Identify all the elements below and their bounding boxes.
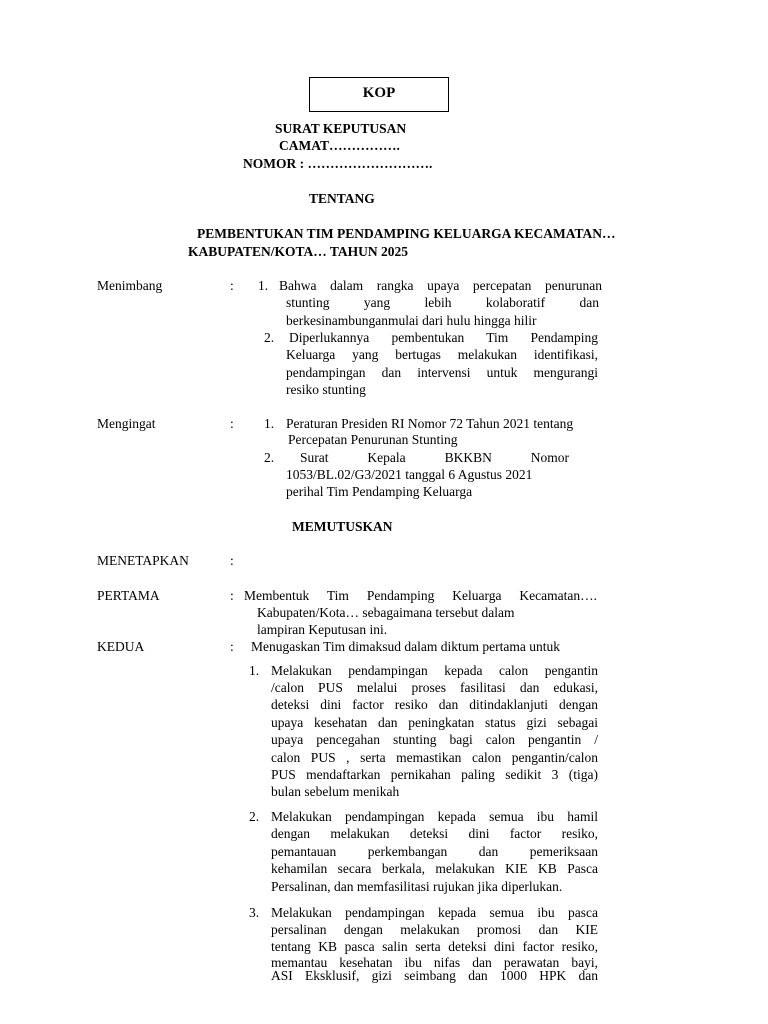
kedua-item2-line: kehamilan secara berkala, melakukan KIE KB Pasca [271,861,598,876]
kop-label: KOP [362,85,396,101]
kedua-item2-line: dengan melakukan deteksi dini factor resiko, [271,826,598,841]
kedua-item1-line: upaya pencegahan stunting bagi calon pengantin / [271,732,598,747]
menetapkan-colon: : [230,553,234,568]
kedua-item3-line: Melakukan pendampingan kepada semua ibu pasca [271,905,598,920]
kedua-intro: Menugaskan Tim dimaksud dalam diktum pertama untuk [251,639,560,654]
mengingat-item1-num: 1. [264,416,275,431]
menimbang-item1-line: berkesinambunganmulai dari hulu hingga hilir [286,313,537,328]
menimbang-item2-line: pendampingan dan intervensi untuk mengurangi [286,365,598,380]
menimbang-item1-line: Bahwa dalam rangka upaya percepatan penurunan [279,278,602,293]
kedua-colon: : [230,639,234,654]
mengingat-item2-num: 2. [264,450,275,465]
kedua-item3-line: ASI Eksklusif, gizi seimbang dan 1000 HPK dan [271,968,598,983]
menimbang-item1-num: 1. [258,278,269,293]
mengingat-item2-line: 1053/BL.02/G3/2021 tanggal 6 Agustus 2021 [286,467,533,482]
kedua-item3-line: persalinan dengan melakukan promosi dan KIE [271,922,598,937]
kedua-item1-line: bulan sebelum menikah [271,784,400,799]
subject-line-2: KABUPATEN/KOTA… TAHUN 2025 [188,244,409,259]
menimbang-item2-line: resiko stunting [286,382,366,397]
menimbang-item2-line: Diperlukannya pembentukan Tim Pendamping [289,330,598,345]
kedua-item1-num: 1. [249,663,260,678]
mengingat-colon: : [230,416,234,431]
kedua-item1-line: calon PUS , serta memastikan calon pengantin/calon [271,750,598,765]
pertama-label: PERTAMA [97,588,160,603]
nomor-line: NOMOR : ………………………. [243,156,433,171]
kedua-item2-line: Melakukan pendampingan kepada semua ibu hamil [271,809,598,824]
mengingat-item2-line: perihal Tim Pendamping Keluarga [286,484,473,499]
mengingat-item2-line: Surat Kepala BKKBN Nomor [300,450,569,465]
kedua-item2-num: 2. [249,809,260,824]
memutuskan-heading: MEMUTUSKAN [292,519,393,534]
mengingat-item1-line: Peraturan Presiden RI Nomor 72 Tahun 2021 tentang [286,416,574,431]
document-title: SURAT KEPUTUSAN [275,121,407,136]
kedua-item2-line: Persalinan, dan memfasilitasi rujukan jika diperlukan. [271,879,563,894]
kedua-item2-line: pemantauan perkembangan dan pemeriksaan [271,844,598,859]
pertama-line: Membentuk Tim Pendamping Keluarga Kecamatan…. [244,588,597,603]
camat-line: CAMAT……………. [279,138,400,153]
kedua-item1-line: /calon PUS melalui proses fasilitasi dan edukasi, [271,680,598,695]
mengingat-label: Mengingat [97,416,156,431]
pertama-colon: : [230,588,234,603]
kedua-item3-num: 3. [249,905,260,920]
menimbang-item2-line: Keluarga yang bertugas melakukan identifikasi, [286,347,598,362]
kedua-item3-line: memantau kesehatan ibu nifas dan perawatan bayi, [271,955,598,970]
menimbang-colon: : [230,278,234,293]
pertama-line: lampiran Keputusan ini. [257,622,388,637]
menimbang-label: Menimbang [97,278,163,293]
kedua-label: KEDUA [97,639,145,654]
pertama-line: Kabupaten/Kota… sebagaimana tersebut dalam [257,605,515,620]
mengingat-item1-line: Percepatan Penurunan Stunting [288,432,458,447]
menetapkan-label: MENETAPKAN [97,553,189,568]
subject-line-1: PEMBENTUKAN TIM PENDAMPING KELUARGA KECAMATAN… [197,226,616,241]
kedua-item1-line: upaya kesehatan dan peningkatan status gizi sebagai [271,715,598,730]
kedua-item1-line: Melakukan pendampingan kepada calon pengantin [271,663,598,678]
kedua-item1-line: deteksi dini factor resiko dan ditindaklanjuti dengan [271,697,598,712]
kedua-item3-line: tentang KB pasca salin serta deteksi dini factor resiko, [271,939,598,954]
kop-box [309,77,449,112]
kedua-item1-line: PUS mendaftarkan pernikahan paling sedikit 3 (tiga) [271,767,598,782]
tentang-heading: TENTANG [309,191,375,206]
menimbang-item2-num: 2. [264,330,275,345]
menimbang-item1-line: stunting yang lebih kolaboratif dan [286,295,599,310]
